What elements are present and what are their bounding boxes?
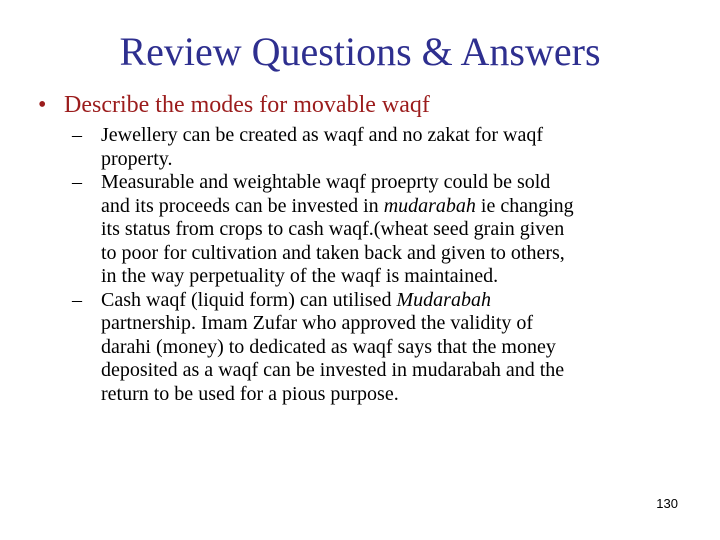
italic-term: Mudarabah <box>396 288 491 311</box>
text-segment: Jewellery can be created as waqf and no zakat for waqf <box>101 124 543 146</box>
sub-bullet-line <box>101 195 692 219</box>
text-segment: partnership. Imam Zufar who approved the validity of <box>101 312 534 334</box>
text-segment: Cash waqf (liquid form) can utilised <box>101 288 397 311</box>
text-segment: property. <box>101 147 173 170</box>
sub-bullet-line <box>101 265 692 289</box>
text-segment: to poor for cultivation and taken back and given to others, <box>101 241 565 264</box>
sub-bullet-line <box>101 359 692 383</box>
text-segment: in the way perpetuality of the waqf is maintained. <box>101 265 499 287</box>
sub-bullet-1 <box>72 124 692 171</box>
main-bullet <box>38 90 688 120</box>
slide-title: Review Questions & Answers <box>119 29 601 74</box>
text-segment: deposited as a waqf can be invested in mudarabah and the <box>101 359 565 381</box>
sub-bullet-line <box>101 336 692 360</box>
sub-bullet-line <box>101 171 692 195</box>
sub-bullet-line <box>101 289 692 313</box>
bullet-marker: • <box>38 92 47 118</box>
sub-bullet-marker: – <box>72 124 82 146</box>
sub-bullet-list <box>72 124 692 406</box>
sub-bullet-line <box>101 218 692 242</box>
sub-bullet-line <box>101 242 692 266</box>
sub-bullet-2 <box>72 171 692 289</box>
text-segment: Measurable and weightable waqf proeprty could be sold <box>101 171 551 193</box>
text-segment: its status from crops to cash waqf.(wheat seed grain given <box>101 218 565 240</box>
text-segment: ie changing <box>475 194 574 217</box>
text-segment: return to be used for a pious purpose. <box>101 382 399 405</box>
sub-bullet-marker: – <box>72 288 82 311</box>
page-number: 130 <box>656 496 678 511</box>
sub-bullet-line <box>101 148 692 172</box>
sub-bullet-line <box>101 383 692 407</box>
sub-bullet-line <box>101 124 692 148</box>
main-bullet-text: Describe the modes for movable waqf <box>64 92 430 118</box>
sub-bullet-line <box>101 312 692 336</box>
text-segment: darahi (money) to dedicated as waqf says that the money <box>101 335 556 358</box>
text-segment: and its proceeds can be invested in <box>101 194 384 217</box>
sub-bullet-3 <box>72 289 692 407</box>
italic-term: mudarabah <box>383 194 476 217</box>
sub-bullet-marker: – <box>72 171 82 193</box>
